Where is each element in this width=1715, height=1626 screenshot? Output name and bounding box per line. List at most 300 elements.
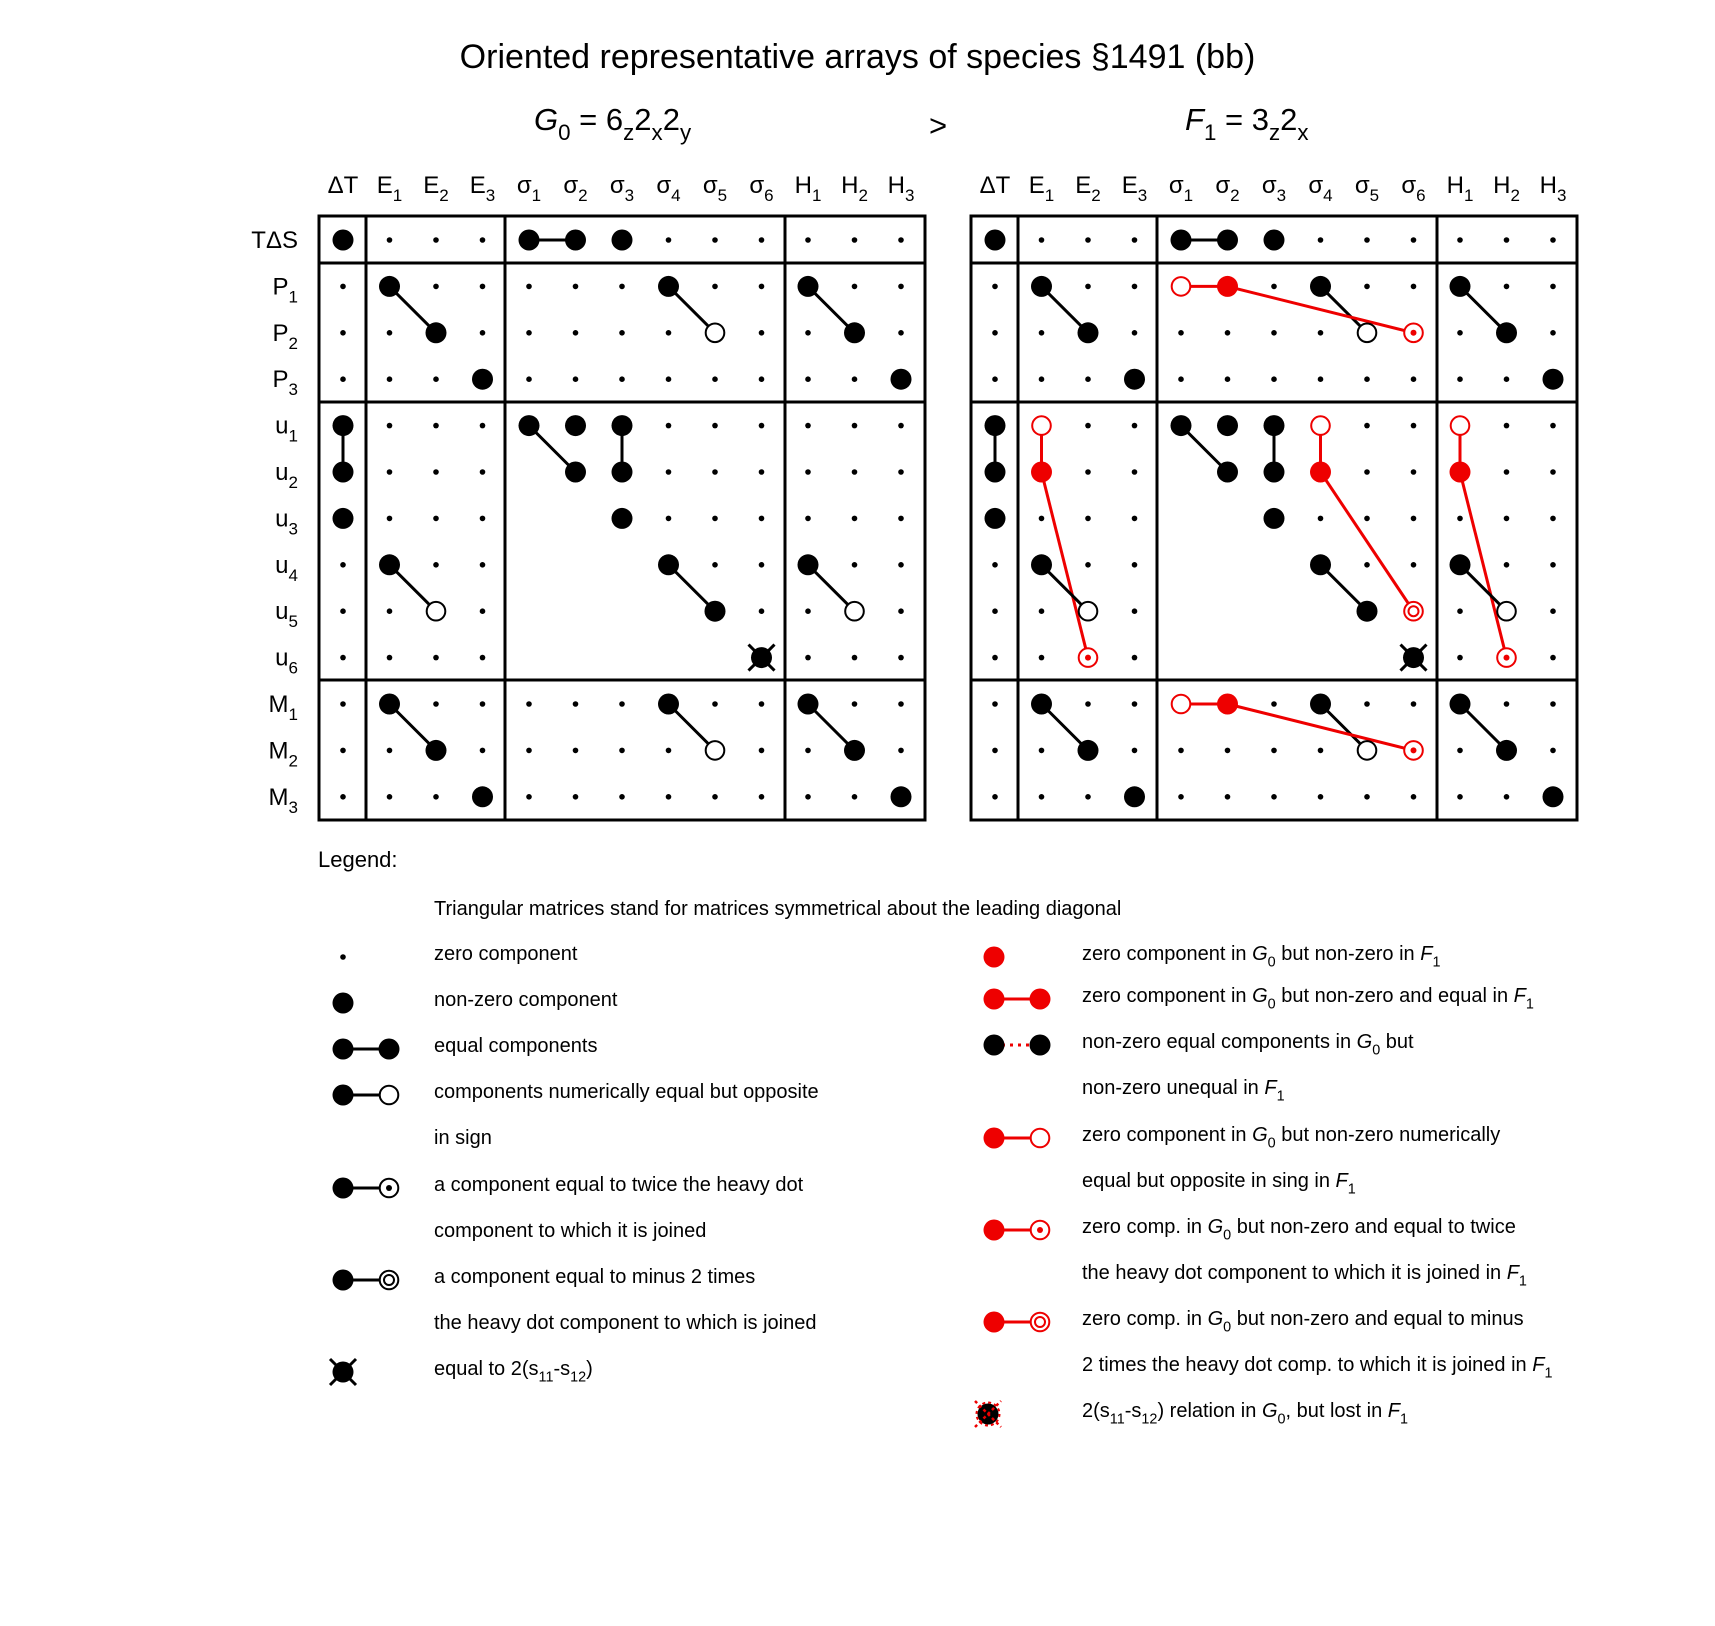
twice-left <box>333 1178 354 1199</box>
cell-F1-r0-c2 <box>1085 237 1091 243</box>
cell-G0-r11-c6 <box>619 748 625 754</box>
cell-G0-r1-c5 <box>573 284 579 290</box>
legend-right-2: zero component in $G_0$ but non-zero and equal in $F_1$ <box>1082 985 1534 1013</box>
cell-G0-r5-c10 <box>805 469 811 475</box>
legend-left-6a: a component equal to minus 2 times <box>434 1266 756 1288</box>
cell-F1-r1-c12 <box>1550 284 1556 290</box>
cell-G0-r8-c10 <box>805 608 811 614</box>
cell-G0-r2-c3 <box>480 330 486 336</box>
legend-symbol-equal <box>333 1039 400 1060</box>
cell-F1-r5-c11 <box>1504 469 1510 475</box>
cell-F1-r10-c9 <box>1411 701 1417 707</box>
cell-G0-r5-c2 <box>433 469 439 475</box>
cell-F1-r5-c0 <box>985 462 1006 483</box>
legend-left-1: zero component <box>434 943 578 965</box>
cell-F1-r2-c5 <box>1225 330 1231 336</box>
cell-G0-r7-c2 <box>433 562 439 568</box>
cell-G0-r6-c7 <box>666 516 672 522</box>
cell-F1-r0-c4 <box>1171 230 1192 251</box>
cell-F1-r1-c2 <box>1085 284 1091 290</box>
cell-F1-r11-c4 <box>1178 748 1184 754</box>
cell-G0-r12-c6 <box>619 794 625 800</box>
cell-G0-r8-c8 <box>705 601 726 622</box>
cell-G0-r10-c8 <box>712 701 718 707</box>
cell-F1-r7-c1 <box>1031 554 1052 575</box>
cell-G0-r1-c12 <box>898 284 904 290</box>
cell-F1-r10-c8 <box>1364 701 1370 707</box>
legend-right-3b: non-zero unequal in $F_1$ <box>1082 1077 1285 1105</box>
cell-G0-r3-c11 <box>852 376 858 382</box>
cell-G0-r7-c0 <box>340 562 346 568</box>
cell-F1-r9-c10 <box>1457 655 1463 661</box>
cell-G0-r0-c4 <box>519 230 540 251</box>
cell-F1-r3-c4 <box>1178 376 1184 382</box>
cell-G0-r11-c11 <box>844 740 865 761</box>
cell-F1-r5-c9 <box>1411 469 1417 475</box>
column-header-f1-5: $\sigma_2$ <box>1215 172 1240 205</box>
cell-F1-r4-c3 <box>1132 423 1138 429</box>
cell-F1-r7-c7 <box>1310 554 1331 575</box>
row-header-12: $M_3$ <box>268 783 298 817</box>
cell-G0-r3-c3 <box>472 369 493 390</box>
cell-F1-r12-c4 <box>1178 794 1184 800</box>
cell-F1-r7-c8 <box>1364 562 1370 568</box>
cell-F1-r12-c0 <box>992 794 998 800</box>
row-header-9: $u_6$ <box>275 644 298 678</box>
cell-F1-r12-c3 <box>1124 786 1145 807</box>
cell-G0-r2-c12 <box>898 330 904 336</box>
cell-G0-r4-c5 <box>565 415 586 436</box>
cell-F1-r5-c10 <box>1450 462 1471 483</box>
cell-F1-r0-c10 <box>1457 237 1463 243</box>
column-header-f1-2: $E_2$ <box>1075 172 1101 205</box>
cell-F1-r3-c1 <box>1039 376 1045 382</box>
cell-F1-r11-c2 <box>1078 740 1099 761</box>
cell-G0-r3-c2 <box>433 376 439 382</box>
cell-G0-r3-c12 <box>891 369 912 390</box>
cell-F1-r1-c7 <box>1310 276 1331 297</box>
cell-F1-r3-c10 <box>1457 376 1463 382</box>
cell-F1-r0-c3 <box>1132 237 1138 243</box>
cell-G0-r3-c1 <box>387 376 393 382</box>
legend-symbol-red-equal-left <box>984 989 1005 1010</box>
column-header-g0-6: $\sigma_3$ <box>609 172 635 205</box>
row-header-8: $u_5$ <box>275 598 298 632</box>
cell-F1-r2-c7 <box>1318 330 1324 336</box>
cell-F1-r5-c3 <box>1132 469 1138 475</box>
cell-F1-r12-c2 <box>1085 794 1091 800</box>
cell-G0-r12-c8 <box>712 794 718 800</box>
cell-F1-r3-c2 <box>1085 376 1091 382</box>
cell-F1-r3-c12 <box>1543 369 1564 390</box>
cell-G0-r0-c6 <box>612 230 633 251</box>
legend-heading: Legend: <box>318 847 398 872</box>
column-header-g0-0: ΔT <box>327 172 359 199</box>
legend-symbol-zero <box>340 954 346 960</box>
cell-F1-r11-c0 <box>992 748 998 754</box>
group-label-g0: $G_0 = 6_z2_x2_y$ <box>534 102 692 146</box>
cell-F1-r2-c4 <box>1178 330 1184 336</box>
cell-G0-r10-c6 <box>619 701 625 707</box>
cell-F1-r8-c3 <box>1132 608 1138 614</box>
cell-G0-r8-c0 <box>340 608 346 614</box>
cell-G0-r11-c12 <box>898 748 904 754</box>
cell-F1-r12-c11 <box>1504 794 1510 800</box>
cell-G0-r5-c1 <box>387 469 393 475</box>
cell-G0-r9-c1 <box>387 655 393 661</box>
red-cross-a <box>975 1401 1001 1427</box>
cell-G0-r7-c10 <box>798 554 819 575</box>
legend-symbol-red-minus2-right-inner <box>1035 1317 1045 1327</box>
column-header-f1-8: $\sigma_5$ <box>1354 172 1380 205</box>
cell-F1-r3-c0 <box>992 376 998 382</box>
cell-G0-r2-c1 <box>387 330 393 336</box>
cell-G0-r7-c3 <box>480 562 486 568</box>
cell-G0-r0-c0 <box>333 230 354 251</box>
cell-F1-r1-c4 <box>1172 277 1191 296</box>
legend-symbol-minus2 <box>333 1270 399 1291</box>
cell-G0-r6-c6 <box>612 508 633 529</box>
cell-F1-r5-c2 <box>1085 469 1091 475</box>
minus2-right-inner <box>384 1275 394 1285</box>
column-header-f1-12: $H_3$ <box>1539 172 1567 205</box>
legend-symbol-cross <box>330 1359 356 1385</box>
array-G0 <box>319 216 925 820</box>
cell-G0-r11-c3 <box>480 748 486 754</box>
row-header-11: $M_2$ <box>268 737 298 771</box>
cell-F1-r6-c2 <box>1085 516 1091 522</box>
cell-F1-r7-c0 <box>992 562 998 568</box>
cell-G0-r12-c3 <box>472 786 493 807</box>
column-header-f1-6: $\sigma_3$ <box>1261 172 1287 205</box>
column-header-g0-1: $E_1$ <box>376 172 403 205</box>
cell-F1-r6-c6 <box>1264 508 1285 529</box>
cell-G0-r0-c3 <box>480 237 486 243</box>
cell-G0-r1-c0 <box>340 284 346 290</box>
legend-right-5a: zero comp. in $G_0$ but non-zero and equal to twice <box>1082 1216 1516 1244</box>
cell-F1-r0-c0 <box>985 230 1006 251</box>
cell-F1-r1-c0 <box>992 284 998 290</box>
cell-G0-r10-c5 <box>573 701 579 707</box>
cell-G0-r2-c10 <box>805 330 811 336</box>
cell-F1-r11-c6 <box>1271 748 1277 754</box>
legend-left-6b: the heavy dot component to which is joined <box>434 1312 817 1334</box>
legend-right-5b: the heavy dot component to which it is joined in $F_1$ <box>1082 1262 1527 1290</box>
cell-F1-r12-c8 <box>1364 794 1370 800</box>
cell-F1-r1-c10 <box>1450 276 1471 297</box>
cell-G0-r11-c2 <box>426 740 447 761</box>
cell-F1-r4-c0 <box>985 415 1006 436</box>
cell-F1-r10-c3 <box>1132 701 1138 707</box>
cell-G0-r12-c7 <box>666 794 672 800</box>
minus2-left <box>333 1270 354 1291</box>
legend-symbol-red-twice-right-center <box>1037 1227 1043 1233</box>
cell-F1-r5-c1 <box>1031 462 1052 483</box>
cell-F1-r5-c8 <box>1364 469 1370 475</box>
cell-F1-r4-c4 <box>1171 415 1192 436</box>
cell-F1-r4-c9 <box>1411 423 1417 429</box>
cell-F1-r9-c2-center <box>1085 655 1091 661</box>
cell-F1-r2-c11 <box>1496 322 1517 343</box>
cell-G0-r5-c9 <box>759 469 765 475</box>
legend-symbol-red-opposite <box>984 1128 1050 1149</box>
cell-G0-r10-c4 <box>526 701 532 707</box>
cell-G0-r10-c3 <box>480 701 486 707</box>
cell-G0-r0-c1 <box>387 237 393 243</box>
red-cross-dot <box>978 1404 999 1425</box>
row-header-4: $u_1$ <box>275 412 298 446</box>
cell-G0-r11-c1 <box>387 748 393 754</box>
cell-F1-r2-c2 <box>1078 322 1099 343</box>
column-header-f1-3: $E_3$ <box>1121 172 1148 205</box>
cell-G0-r2-c4 <box>526 330 532 336</box>
cell-F1-r8-c8 <box>1357 601 1378 622</box>
cell-F1-r12-c10 <box>1457 794 1463 800</box>
cell-F1-r11-c7 <box>1318 748 1324 754</box>
cell-F1-r10-c1 <box>1031 694 1052 715</box>
cell-F1-r2-c3 <box>1132 330 1138 336</box>
cell-F1-r6-c10 <box>1457 516 1463 522</box>
cell-G0-r2-c8 <box>706 324 725 343</box>
cell-G0-r12-c11 <box>852 794 858 800</box>
cell-F1-r4-c5 <box>1217 415 1238 436</box>
cell-F1-r12-c12 <box>1543 786 1564 807</box>
column-header-g0-9: $\sigma_6$ <box>749 172 774 205</box>
cell-G0-r4-c2 <box>433 423 439 429</box>
cell-G0-r8-c1 <box>387 608 393 614</box>
cell-G0-r4-c10 <box>805 423 811 429</box>
legend-symbol-black-dotted-left <box>984 1035 1005 1056</box>
cell-G0-r3-c8 <box>712 376 718 382</box>
link-F1-12 <box>1321 472 1414 611</box>
cell-G0-r10-c10 <box>798 694 819 715</box>
cell-G0-r7-c11 <box>852 562 858 568</box>
legend-right-6b: 2 times the heavy dot comp. to which it is joined in $F_1$ <box>1082 1354 1553 1382</box>
cell-F1-r11-c3 <box>1132 748 1138 754</box>
row-header-7: $u_4$ <box>275 551 298 585</box>
cell-F1-r10-c6 <box>1271 701 1277 707</box>
cell-F1-r11-c11 <box>1496 740 1517 761</box>
cell-F1-r9-c12 <box>1550 655 1556 661</box>
legend-symbol-cross-mark-cross-b <box>330 1359 356 1385</box>
cell-G0-r6-c0 <box>333 508 354 529</box>
cell-F1-r6-c9 <box>1411 516 1417 522</box>
cell-G0-r7-c8 <box>712 562 718 568</box>
cell-G0-r10-c12 <box>898 701 904 707</box>
red-cross-ring <box>977 1403 1000 1426</box>
cell-G0-r4-c6 <box>612 415 633 436</box>
cell-G0-r7-c7 <box>658 554 679 575</box>
cell-F1-r11-c8 <box>1358 741 1377 760</box>
cell-G0-r4-c1 <box>387 423 393 429</box>
cell-F1-r6-c1 <box>1039 516 1045 522</box>
legend-left-4b: in sign <box>434 1127 492 1149</box>
cell-F1-r0-c6 <box>1264 230 1285 251</box>
cell-F1-r5-c6 <box>1264 462 1285 483</box>
cell-G0-r5-c12 <box>898 469 904 475</box>
cell-G0-r9-c0 <box>340 655 346 661</box>
row-header-0: TΔS <box>251 227 298 254</box>
cell-G0-r8-c11 <box>845 602 864 621</box>
legend-symbol-opposite <box>333 1085 399 1106</box>
comparison-symbol: > <box>929 108 948 143</box>
cell-G0-r8-c2 <box>427 602 446 621</box>
cell-F1-r10-c10 <box>1450 694 1471 715</box>
g0-f1: 2 <box>634 102 652 137</box>
cell-F1-r6-c0 <box>985 508 1006 529</box>
legend-left-5a: a component equal to twice the heavy dot <box>434 1174 804 1196</box>
row-header-5: $u_2$ <box>275 459 298 492</box>
cell-F1-r10-c2 <box>1085 701 1091 707</box>
cell-F1-r9-c0 <box>992 655 998 661</box>
legend-symbol-opposite-right <box>380 1086 399 1105</box>
cell-G0-r5-c11 <box>852 469 858 475</box>
cell-G0-r7-c1 <box>379 554 400 575</box>
cell-F1-r2-c6 <box>1271 330 1277 336</box>
cell-G0-r10-c11 <box>852 701 858 707</box>
cell-G0-r1-c3 <box>480 284 486 290</box>
cell-G0-r1-c7 <box>658 276 679 297</box>
cell-F1-r5-c7 <box>1310 462 1331 483</box>
cell-F1-r1-c9 <box>1411 284 1417 290</box>
cell-G0-r11-c4 <box>526 748 532 754</box>
cell-G0-r6-c8 <box>712 516 718 522</box>
cell-F1-r6-c3 <box>1132 516 1138 522</box>
cell-G0-r3-c7 <box>666 376 672 382</box>
legend-symbol-red-opposite-left <box>984 1128 1005 1149</box>
cell-G0-r1-c11 <box>852 284 858 290</box>
cell-F1-r8-c2 <box>1079 602 1098 621</box>
cell-F1-r4-c2 <box>1085 423 1091 429</box>
cell-G0-r9-c2 <box>433 655 439 661</box>
cell-F1-r7-c11 <box>1504 562 1510 568</box>
legend-symbol-equal-left <box>333 1039 354 1060</box>
legend-left-3: equal components <box>434 1035 598 1057</box>
cell-G0-r11-c7 <box>666 748 672 754</box>
legend-right-7: $2(s_{11}-s_{12})$ relation in $G_0$, but lost in $F_1$ <box>1082 1400 1409 1428</box>
legend-symbol-red-twice-left <box>984 1220 1005 1241</box>
cell-G0-r6-c10 <box>805 516 811 522</box>
cell-G0-r8-c3 <box>480 608 486 614</box>
column-header-f1-7: $\sigma_4$ <box>1308 172 1333 205</box>
cell-G0-r0-c10 <box>805 237 811 243</box>
cell-G0-r0-c12 <box>898 237 904 243</box>
cell-G0-r0-c11 <box>852 237 858 243</box>
g0-order: 6 <box>605 102 624 137</box>
cell-F1-r7-c10 <box>1450 554 1471 575</box>
legend-symbol-cross-mark <box>333 1362 354 1383</box>
cell-G0-r11-c8 <box>706 741 725 760</box>
cell-G0-r12-c0 <box>340 794 346 800</box>
f1-order: 3 <box>1251 102 1269 137</box>
cell-G0-r12-c2 <box>433 794 439 800</box>
cell-G0-r1-c4 <box>526 284 532 290</box>
legend-symbol-zero-mark <box>340 954 346 960</box>
legend-right-6a: zero comp. in $G_0$ but non-zero and equal to minus <box>1082 1308 1524 1336</box>
cell-F1-r2-c12 <box>1550 330 1556 336</box>
cell-F1-r8-c12 <box>1550 608 1556 614</box>
cell-G0-r0-c8 <box>712 237 718 243</box>
cell-F1-r4-c10 <box>1451 416 1470 435</box>
cell-G0-r10-c1 <box>379 694 400 715</box>
legend-right-1: zero component in $G_0$ but non-zero in $F_1$ <box>1082 943 1441 971</box>
cell-G0-r3-c10 <box>805 376 811 382</box>
cell-G0-r7-c12 <box>898 562 904 568</box>
cell-F1-r0-c1 <box>1039 237 1045 243</box>
cell-F1-r6-c11 <box>1504 516 1510 522</box>
legend-left-2: non-zero component <box>434 989 618 1011</box>
cell-G0-r2-c6 <box>619 330 625 336</box>
legend-symbol-red-twice <box>984 1220 1050 1241</box>
cell-F1-r4-c8 <box>1364 423 1370 429</box>
column-header-f1-11: $H_2$ <box>1493 172 1520 205</box>
legend-symbol-red-cross <box>975 1401 1001 1427</box>
cell-G0-r0-c7 <box>666 237 672 243</box>
cell-G0-r3-c0 <box>340 376 346 382</box>
legend-symbol-red-opposite-right <box>1031 1129 1050 1148</box>
f1-letter: F <box>1185 102 1204 137</box>
minus2-right <box>380 1271 399 1290</box>
legend-symbol-red-full-mark <box>984 947 1005 968</box>
cell-F1-r3-c9 <box>1411 376 1417 382</box>
cell-G0-r3-c6 <box>619 376 625 382</box>
cell-F1-r0-c11 <box>1504 237 1510 243</box>
cell-G0-r0-c2 <box>433 237 439 243</box>
cell-G0-r3-c5 <box>573 376 579 382</box>
g0-f2: 2 <box>662 102 680 137</box>
cell-G0-r4-c9 <box>759 423 765 429</box>
g0-index: 0 <box>558 120 571 146</box>
legend-symbol-red-minus2 <box>984 1312 1050 1333</box>
cell-F1-r11-c1 <box>1039 748 1045 754</box>
column-header-f1-9: $\sigma_6$ <box>1401 172 1426 205</box>
f1-sub-2: x <box>1297 120 1309 146</box>
twice-right <box>380 1179 399 1198</box>
column-header-g0-3: $E_3$ <box>469 172 496 205</box>
cell-F1-r7-c2 <box>1085 562 1091 568</box>
cell-F1-r4-c11 <box>1504 423 1510 429</box>
cell-G0-r4-c3 <box>480 423 486 429</box>
column-header-f1-4: $\sigma_1$ <box>1168 172 1194 205</box>
legend-symbol-black-dotted <box>984 1035 1051 1056</box>
cell-G0-r6-c9 <box>759 516 765 522</box>
column-header-f1-10: $H_1$ <box>1446 172 1474 205</box>
cell-F1-r6-c12 <box>1550 516 1556 522</box>
cell-G0-r2-c2 <box>426 322 447 343</box>
cell-F1-r2-c10 <box>1457 330 1463 336</box>
cell-F1-r9-c11-center <box>1504 655 1510 661</box>
cell-G0-r2-c5 <box>573 330 579 336</box>
cell-F1-r8-c11 <box>1497 602 1516 621</box>
group-label-f1: $F_1 = 3_z2_x$ <box>1185 102 1309 146</box>
cell-G0-r1-c8 <box>712 284 718 290</box>
cell-F1-r11-c9-center <box>1411 747 1417 753</box>
legend-symbol-twice <box>333 1178 399 1199</box>
cell-F1-r0-c7 <box>1318 237 1324 243</box>
legend-right-4b: equal but opposite in sing in $F_1$ <box>1082 1170 1356 1198</box>
cell-G0-r12-c4 <box>526 794 532 800</box>
cell-G0-r2-c11 <box>844 322 865 343</box>
cell-G0-r8-c9 <box>759 608 765 614</box>
f1-index: 1 <box>1203 120 1217 146</box>
column-header-g0-11: $H_2$ <box>841 172 868 205</box>
cell-F1-r4-c7 <box>1311 416 1330 435</box>
figure-title: Oriented representative arrays of species §1491 (bb) <box>459 38 1256 76</box>
cell-F1-r4-c1 <box>1032 416 1051 435</box>
cell-G0-r12-c10 <box>805 794 811 800</box>
column-header-g0-12: $H_3$ <box>887 172 915 205</box>
cell-F1-r11-c12 <box>1550 748 1556 754</box>
